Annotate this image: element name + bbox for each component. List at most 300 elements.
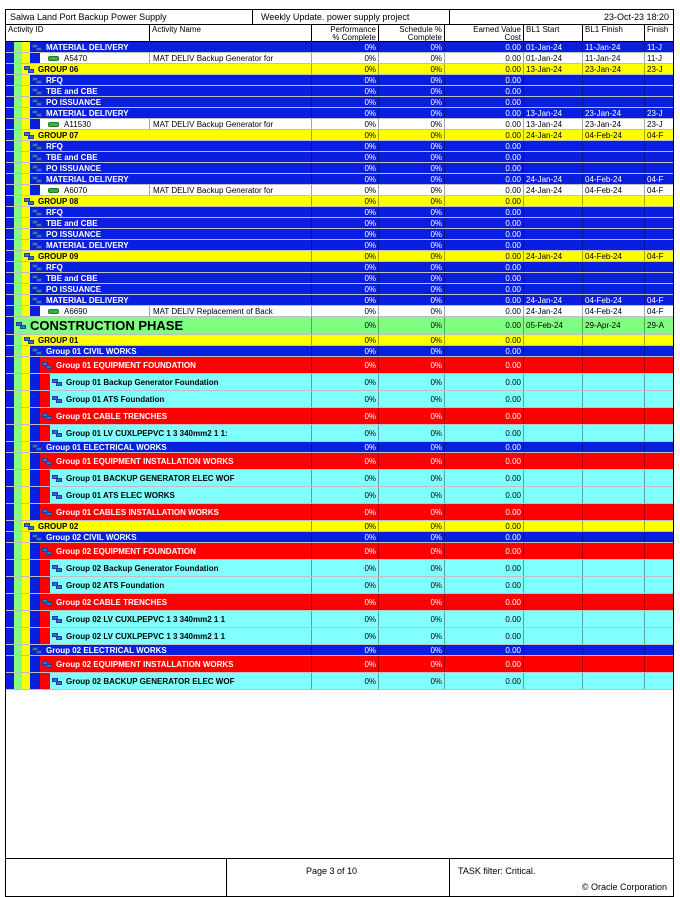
performance-complete: 0%: [311, 408, 378, 424]
performance-complete: 0%: [311, 504, 378, 520]
level-indent: [6, 577, 14, 593]
level-indent: [6, 628, 14, 644]
level-indent: [22, 594, 30, 610]
schedule-complete: 0%: [378, 408, 444, 424]
bl1-finish: [582, 645, 644, 655]
wbs-row[interactable]: [6, 628, 673, 645]
finish-date: [644, 560, 673, 576]
earned-value-cost: 0.00: [444, 64, 523, 74]
wbs-row[interactable]: [6, 240, 673, 251]
level-indent: [14, 141, 22, 151]
finish-date: [644, 86, 673, 96]
bl1-start: [523, 229, 582, 239]
bl1-start: 01-Jan-24: [523, 53, 582, 63]
performance-complete: 0%: [311, 656, 378, 672]
wbs-row[interactable]: [6, 673, 673, 690]
wbs-row[interactable]: [6, 543, 673, 560]
earned-value-cost: 0.00: [444, 108, 523, 118]
wbs-row[interactable]: [6, 594, 673, 611]
wbs-node-icon: [32, 534, 42, 541]
schedule-complete: 0%: [378, 75, 444, 85]
level-indent: [40, 577, 50, 593]
schedule-complete: 0%: [378, 262, 444, 272]
wbs-row[interactable]: [6, 273, 673, 284]
report-timestamp: 23-Oct-23 18:20: [603, 12, 669, 22]
finish-date: [644, 75, 673, 85]
level-indent: [14, 487, 22, 503]
performance-complete: 0%: [311, 75, 378, 85]
level-indent: [22, 346, 30, 356]
bl1-start: [523, 335, 582, 345]
phase-row[interactable]: [6, 317, 673, 335]
wbs-node-icon: [32, 242, 42, 249]
finish-date: [644, 442, 673, 452]
wbs-label: Group 01 ATS ELEC WORKS: [66, 491, 175, 500]
wbs-node-icon: [24, 253, 34, 260]
level-indent: [22, 152, 30, 162]
earned-value-cost: 0.00: [444, 628, 523, 644]
finish-date: [644, 487, 673, 503]
wbs-row[interactable]: [6, 251, 673, 262]
bl1-finish: [582, 86, 644, 96]
wbs-row[interactable]: [6, 504, 673, 521]
level-indent: [22, 374, 30, 390]
earned-value-cost: 0.00: [444, 470, 523, 486]
finish-date: [644, 141, 673, 151]
schedule-complete: 0%: [378, 42, 444, 52]
wbs-label: Group 01 CABLE TRENCHES: [56, 412, 168, 421]
level-indent: [30, 560, 40, 576]
wbs-label: Group 02 LV CUXLPEPVC 1 3 340mm2 1 1: [66, 632, 226, 641]
bl1-start: 24-Jan-24: [523, 306, 582, 316]
level-indent: [22, 453, 30, 469]
schedule-complete: 0%: [378, 628, 444, 644]
wbs-node-icon: [42, 661, 52, 668]
column-header-bl1-finish[interactable]: BL1 Finish: [582, 25, 644, 42]
level-indent: [30, 119, 40, 129]
wbs-row[interactable]: [6, 86, 673, 97]
schedule-complete: 0%: [378, 532, 444, 542]
level-indent: [14, 442, 22, 452]
level-indent: [6, 119, 14, 129]
bl1-finish: 04-Feb-24: [582, 295, 644, 305]
finish-date: 11-J: [644, 53, 673, 63]
level-indent: [22, 611, 30, 627]
level-indent: [22, 673, 30, 689]
column-header-performance-complete[interactable]: Performance % Complete: [311, 25, 378, 42]
wbs-label: PO ISSUANCE: [46, 164, 102, 173]
wbs-row[interactable]: [6, 560, 673, 577]
finish-date: 23-J: [644, 64, 673, 74]
schedule-complete: 0%: [378, 64, 444, 74]
performance-complete: 0%: [311, 240, 378, 250]
level-indent: [22, 504, 30, 520]
wbs-label: PO ISSUANCE: [46, 285, 102, 294]
wbs-label: TBE and CBE: [46, 274, 98, 283]
level-indent: [22, 218, 30, 228]
wbs-label: RFQ: [46, 76, 63, 85]
level-indent: [22, 174, 30, 184]
copyright: © Oracle Corporation: [581, 882, 667, 892]
level-indent: [22, 273, 30, 283]
level-indent: [6, 543, 14, 559]
level-indent: [14, 185, 22, 195]
level-indent: [30, 391, 40, 407]
level-indent: [14, 391, 22, 407]
level-indent: [14, 295, 22, 305]
level-indent: [6, 86, 14, 96]
wbs-label: PO ISSUANCE: [46, 98, 102, 107]
wbs-label: TBE and CBE: [46, 219, 98, 228]
report-header: [6, 10, 673, 42]
bl1-finish: [582, 75, 644, 85]
bl1-finish: 23-Jan-24: [582, 119, 644, 129]
divider: [252, 10, 253, 25]
earned-value-cost: 0.00: [444, 560, 523, 576]
performance-complete: 0%: [311, 229, 378, 239]
activity-id: A6690: [64, 307, 88, 316]
bl1-start: 24-Jan-24: [523, 251, 582, 261]
level-indent: [6, 408, 14, 424]
activity-row[interactable]: [6, 119, 673, 130]
wbs-node-icon: [52, 582, 62, 589]
schedule-complete: 0%: [378, 577, 444, 593]
wbs-row[interactable]: [6, 284, 673, 295]
level-indent: [22, 284, 30, 294]
finish-date: [644, 673, 673, 689]
earned-value-cost: 0.00: [444, 656, 523, 672]
performance-complete: 0%: [311, 295, 378, 305]
bl1-finish: [582, 141, 644, 151]
earned-value-cost: 0.00: [444, 152, 523, 162]
bl1-start: 24-Jan-24: [523, 295, 582, 305]
wbs-node-icon: [52, 430, 62, 437]
activity-row[interactable]: [6, 185, 673, 196]
level-indent: [30, 425, 40, 441]
bl1-start: [523, 207, 582, 217]
finish-date: 23-J: [644, 119, 673, 129]
bl1-finish: [582, 408, 644, 424]
level-indent: [30, 408, 40, 424]
finish-date: [644, 577, 673, 593]
bl1-start: [523, 86, 582, 96]
wbs-node-icon: [24, 337, 34, 344]
column-header-finish[interactable]: Finish: [644, 25, 673, 42]
bl1-finish: [582, 196, 644, 206]
bl1-start: [523, 470, 582, 486]
bl1-start: 13-Jan-24: [523, 108, 582, 118]
wbs-row[interactable]: [6, 42, 673, 53]
wbs-label: GROUP 06: [38, 65, 79, 74]
earned-value-cost: 0.00: [444, 374, 523, 390]
performance-complete: 0%: [311, 196, 378, 206]
wbs-row[interactable]: [6, 64, 673, 75]
schedule-complete: 0%: [378, 391, 444, 407]
wbs-row[interactable]: [6, 152, 673, 163]
performance-complete: 0%: [311, 673, 378, 689]
column-header-earned-value-cost[interactable]: Earned Value Cost: [444, 25, 523, 42]
wbs-row[interactable]: [6, 346, 673, 357]
performance-complete: 0%: [311, 163, 378, 173]
bl1-finish: 23-Jan-24: [582, 108, 644, 118]
wbs-row[interactable]: [6, 442, 673, 453]
level-indent: [14, 64, 22, 74]
wbs-row[interactable]: [6, 163, 673, 174]
wbs-row[interactable]: [6, 611, 673, 628]
performance-complete: 0%: [311, 442, 378, 452]
activity-bar-icon: [48, 122, 59, 127]
level-indent: [6, 152, 14, 162]
wbs-row[interactable]: [6, 218, 673, 229]
performance-complete: 0%: [311, 628, 378, 644]
wbs-row[interactable]: [6, 532, 673, 543]
earned-value-cost: 0.00: [444, 577, 523, 593]
divider: [449, 859, 450, 897]
column-header-schedule-complete[interactable]: Schedule % Complete: [378, 25, 444, 42]
wbs-label: MATERIAL DELIVERY: [46, 43, 129, 52]
level-indent: [40, 470, 50, 486]
bl1-finish: 11-Jan-24: [582, 53, 644, 63]
wbs-label: Group 02 ATS Foundation: [66, 581, 165, 590]
column-header-activity-name[interactable]: Activity Name: [149, 25, 311, 42]
level-indent: [40, 611, 50, 627]
earned-value-cost: 0.00: [444, 97, 523, 107]
wbs-row[interactable]: [6, 577, 673, 594]
activity-bar-icon: [48, 56, 59, 61]
earned-value-cost: 0.00: [444, 196, 523, 206]
level-indent: [6, 306, 14, 316]
wbs-row[interactable]: [6, 75, 673, 86]
wbs-node-icon: [32, 110, 42, 117]
level-indent: [14, 251, 22, 261]
bl1-start: [523, 656, 582, 672]
schedule-complete: 0%: [378, 673, 444, 689]
wbs-row[interactable]: [6, 521, 673, 532]
wbs-label: TBE and CBE: [46, 87, 98, 96]
level-indent: [6, 317, 14, 334]
schedule-complete: 0%: [378, 119, 444, 129]
wbs-row[interactable]: [6, 196, 673, 207]
performance-complete: 0%: [311, 141, 378, 151]
wbs-label: CONSTRUCTION PHASE: [30, 318, 184, 333]
earned-value-cost: 0.00: [444, 207, 523, 217]
earned-value-cost: 0.00: [444, 119, 523, 129]
wbs-row[interactable]: [6, 470, 673, 487]
level-indent: [40, 628, 50, 644]
activity-bar-icon: [48, 309, 59, 314]
schedule-complete: 0%: [378, 346, 444, 356]
level-indent: [14, 453, 22, 469]
wbs-row[interactable]: [6, 425, 673, 442]
schedule-complete: 0%: [378, 185, 444, 195]
finish-date: 23-J: [644, 108, 673, 118]
level-indent: [22, 408, 30, 424]
earned-value-cost: 0.00: [444, 317, 523, 334]
wbs-row[interactable]: [6, 130, 673, 141]
bl1-start: [523, 594, 582, 610]
wbs-row[interactable]: [6, 174, 673, 185]
finish-date: [644, 521, 673, 531]
level-indent: [6, 108, 14, 118]
level-indent: [30, 470, 40, 486]
activity-row[interactable]: [6, 53, 673, 64]
schedule-complete: 0%: [378, 453, 444, 469]
bl1-finish: 04-Feb-24: [582, 185, 644, 195]
bl1-finish: 23-Jan-24: [582, 64, 644, 74]
earned-value-cost: 0.00: [444, 521, 523, 531]
performance-complete: 0%: [311, 130, 378, 140]
earned-value-cost: 0.00: [444, 487, 523, 503]
finish-date: [644, 374, 673, 390]
finish-date: [644, 284, 673, 294]
bl1-start: [523, 521, 582, 531]
wbs-row[interactable]: [6, 391, 673, 408]
wbs-row[interactable]: [6, 357, 673, 374]
bl1-start: [523, 487, 582, 503]
bl1-finish: [582, 218, 644, 228]
bl1-finish: 11-Jan-24: [582, 42, 644, 52]
schedule-complete: 0%: [378, 317, 444, 334]
schedule-complete: 0%: [378, 108, 444, 118]
level-indent: [22, 295, 30, 305]
performance-complete: 0%: [311, 174, 378, 184]
wbs-row[interactable]: [6, 207, 673, 218]
level-indent: [22, 42, 30, 52]
level-indent: [14, 97, 22, 107]
finish-date: [644, 611, 673, 627]
wbs-row[interactable]: [6, 108, 673, 119]
bl1-finish: [582, 229, 644, 239]
level-indent: [14, 306, 22, 316]
wbs-row[interactable]: [6, 656, 673, 673]
schedule-complete: 0%: [378, 284, 444, 294]
level-indent: [14, 108, 22, 118]
level-indent: [6, 374, 14, 390]
wbs-node-icon: [52, 475, 62, 482]
bl1-finish: [582, 656, 644, 672]
wbs-row[interactable]: [6, 335, 673, 346]
level-indent: [6, 64, 14, 74]
level-indent: [22, 543, 30, 559]
bl1-finish: [582, 560, 644, 576]
schedule-complete: 0%: [378, 611, 444, 627]
level-indent: [30, 594, 40, 610]
earned-value-cost: 0.00: [444, 86, 523, 96]
wbs-row[interactable]: [6, 97, 673, 108]
bl1-start: [523, 152, 582, 162]
finish-date: [644, 207, 673, 217]
bl1-start: 24-Jan-24: [523, 185, 582, 195]
finish-date: 04-F: [644, 295, 673, 305]
finish-date: [644, 408, 673, 424]
performance-complete: 0%: [311, 97, 378, 107]
bl1-start: [523, 357, 582, 373]
wbs-row[interactable]: [6, 408, 673, 425]
wbs-label: MATERIAL DELIVERY: [46, 109, 129, 118]
wbs-row[interactable]: [6, 453, 673, 470]
column-header-bl1-start[interactable]: BL1 Start: [523, 25, 582, 42]
activity-row[interactable]: [6, 306, 673, 317]
finish-date: [644, 628, 673, 644]
bl1-start: [523, 284, 582, 294]
bl1-start: [523, 543, 582, 559]
filter-label: TASK filter: Critical.: [458, 866, 536, 876]
level-indent: [14, 75, 22, 85]
level-indent: [14, 229, 22, 239]
activity-id: A5470: [64, 54, 88, 63]
earned-value-cost: 0.00: [444, 645, 523, 655]
wbs-row[interactable]: [6, 645, 673, 656]
earned-value-cost: 0.00: [444, 75, 523, 85]
finish-date: 04-F: [644, 130, 673, 140]
bl1-start: [523, 611, 582, 627]
bl1-start: [523, 504, 582, 520]
bl1-finish: [582, 346, 644, 356]
schedule-complete: 0%: [378, 53, 444, 63]
bl1-finish: 04-Feb-24: [582, 130, 644, 140]
bl1-finish: [582, 594, 644, 610]
schedule-complete: 0%: [378, 521, 444, 531]
wbs-row[interactable]: [6, 141, 673, 152]
wbs-row[interactable]: [6, 262, 673, 273]
level-indent: [14, 42, 22, 52]
bl1-start: [523, 391, 582, 407]
level-indent: [14, 425, 22, 441]
level-indent: [6, 673, 14, 689]
wbs-label: Group 01 CIVIL WORKS: [46, 347, 137, 356]
performance-complete: 0%: [311, 119, 378, 129]
wbs-node-icon: [32, 154, 42, 161]
wbs-row[interactable]: [6, 295, 673, 306]
bl1-finish: [582, 543, 644, 559]
bl1-start: [523, 453, 582, 469]
bl1-finish: [582, 374, 644, 390]
bl1-start: [523, 240, 582, 250]
level-indent: [22, 141, 30, 151]
wbs-node-icon: [42, 458, 52, 465]
level-indent: [6, 53, 14, 63]
bl1-start: 13-Jan-24: [523, 64, 582, 74]
wbs-node-icon: [42, 548, 52, 555]
bl1-finish: 29-Apr-24: [582, 317, 644, 334]
level-indent: [6, 218, 14, 228]
bl1-finish: [582, 207, 644, 217]
wbs-row[interactable]: [6, 229, 673, 240]
report-sheet: [5, 9, 674, 897]
level-indent: [14, 628, 22, 644]
wbs-row[interactable]: [6, 374, 673, 391]
wbs-label: Group 01 LV CUXLPEPVC 1 3 340mm2 1 1:: [66, 429, 228, 438]
level-indent: [22, 97, 30, 107]
level-indent: [14, 335, 22, 345]
earned-value-cost: 0.00: [444, 229, 523, 239]
activity-name: MAT DELIV Backup Generator for: [149, 119, 311, 129]
activity-name: MAT DELIV Backup Generator for: [149, 185, 311, 195]
level-indent: [14, 119, 22, 129]
column-header-activity-id[interactable]: Activity ID: [8, 25, 44, 34]
level-indent: [40, 487, 50, 503]
wbs-node-icon: [42, 599, 52, 606]
level-indent: [14, 86, 22, 96]
wbs-node-icon: [52, 616, 62, 623]
wbs-row[interactable]: [6, 487, 673, 504]
level-indent: [6, 240, 14, 250]
level-indent: [6, 174, 14, 184]
earned-value-cost: 0.00: [444, 504, 523, 520]
earned-value-cost: 0.00: [444, 240, 523, 250]
performance-complete: 0%: [311, 306, 378, 316]
schedule-complete: 0%: [378, 442, 444, 452]
